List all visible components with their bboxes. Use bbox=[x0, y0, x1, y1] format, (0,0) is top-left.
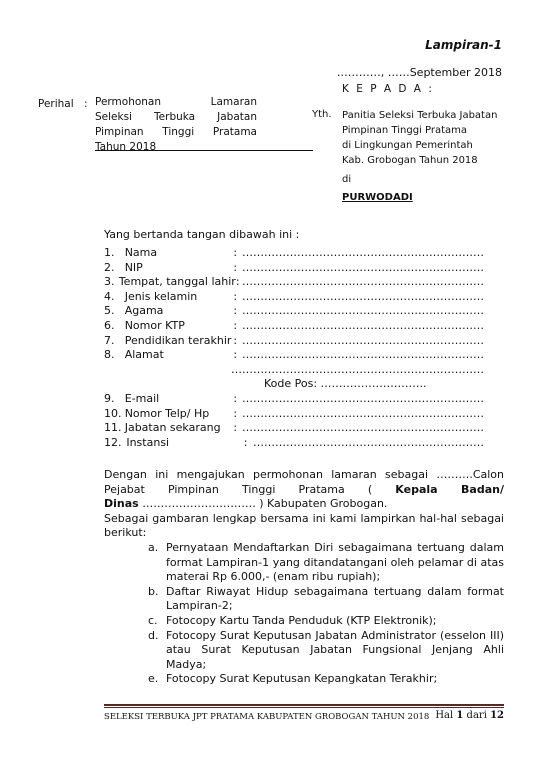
list-marker: b. bbox=[148, 584, 159, 598]
recipient-address bbox=[342, 108, 497, 168]
field-row-nip bbox=[104, 261, 484, 276]
field-blank[interactable]: ………………………………………………………… bbox=[242, 333, 484, 347]
subject-line-4: Tahun 2018 bbox=[95, 141, 157, 153]
field-sep: : bbox=[233, 260, 238, 274]
list-text: Pernyataan Mendaftarkan Diri sebagaimana tertuang dalam format Lampiran-1 yang ditandatangani oleh pelamar di atas materai Rp 6.000,- (enam ribu rupiah); bbox=[166, 541, 504, 584]
body-p1-line3-b: …………………………. ) Kabupaten Grobogan. bbox=[138, 497, 388, 511]
field-label bbox=[123, 363, 223, 378]
field-blank[interactable]: ………………………………………………………… bbox=[242, 391, 484, 405]
list-marker: e. bbox=[148, 672, 159, 686]
field-num: 1. bbox=[104, 246, 115, 259]
field-blank[interactable]: ………………………………………………………… bbox=[242, 246, 484, 259]
field-sep: : bbox=[233, 333, 238, 347]
field-row-agama bbox=[104, 304, 484, 319]
list-item bbox=[148, 541, 504, 585]
field-label: Nama bbox=[124, 246, 158, 259]
field-blank[interactable]: ………………………………………………………… bbox=[242, 289, 484, 303]
field-blank[interactable]: ………………………………………………………… bbox=[242, 275, 484, 289]
field-sep: : bbox=[233, 304, 238, 318]
body-p2-line1: Sebagai gambaran lengkap bersama ini kami lampirkan hal-hal sebagai bbox=[104, 511, 504, 525]
body-p1-line3 bbox=[104, 497, 504, 512]
list-text: Fotocopy Surat Keputusan Kepangkatan Terakhir; bbox=[166, 672, 438, 686]
field-num bbox=[104, 377, 128, 392]
field-sep: : bbox=[233, 406, 238, 420]
letter-date: …………, ……September 2018 bbox=[336, 66, 502, 79]
applicant-fields bbox=[104, 246, 484, 450]
recipient-city: PURWODADI bbox=[342, 192, 413, 203]
position-bold: Kepala Badan/ bbox=[395, 482, 504, 496]
field-label: E-mail bbox=[124, 391, 160, 405]
field-blank[interactable]: ……………………………………………………… bbox=[253, 435, 484, 449]
field-label bbox=[128, 377, 254, 392]
field-row-instansi bbox=[104, 436, 484, 451]
field-blank[interactable]: ………………………………………………………… bbox=[242, 304, 484, 318]
body-paragraphs bbox=[104, 468, 504, 541]
field-sep: : bbox=[233, 421, 238, 435]
field-num: 9. bbox=[104, 391, 115, 405]
field-blank[interactable]: ………………………………………………………… bbox=[242, 406, 484, 420]
field-num bbox=[104, 363, 123, 378]
subject-line-2: Seleksi Terbuka Jabatan bbox=[95, 111, 257, 123]
field-blank[interactable]: ………………………………………………………… bbox=[242, 318, 484, 332]
subject-line-1: Permohonan Lamaran bbox=[95, 96, 257, 108]
lampiran-label: Lampiran-1 bbox=[425, 38, 502, 52]
list-marker: c. bbox=[148, 613, 158, 627]
field-blank[interactable]: ………………………………………………………… bbox=[242, 348, 484, 362]
list-text: Fotocopy Surat Keputusan Jabatan Administrator (esselon III) atau Surat Keputusan Jabatan Fungsional Jenjang Ahli Madya; bbox=[166, 628, 504, 671]
field-label: Agama bbox=[124, 304, 164, 318]
field-label: NIP bbox=[124, 260, 143, 274]
field-sep: : bbox=[233, 246, 238, 259]
field-row-nama bbox=[104, 246, 484, 261]
dari-label: dari bbox=[466, 710, 487, 721]
field-num: 11. bbox=[104, 421, 122, 435]
list-marker: d. bbox=[148, 628, 159, 642]
attachment-list bbox=[148, 541, 504, 687]
field-sep: : bbox=[235, 275, 240, 289]
field-blank[interactable]: ………………………………………………………… bbox=[242, 421, 484, 435]
field-blank[interactable]: Kode Pos: ……………………….. bbox=[264, 377, 427, 391]
field-blank[interactable]: ………………………………………………………… bbox=[242, 260, 484, 274]
field-num: 2. bbox=[104, 260, 115, 274]
body-p1-line2-a: Pejabat Pimpinan Tinggi Pratama ( bbox=[104, 482, 373, 496]
field-row-alamat-cont bbox=[104, 363, 484, 378]
field-num: 4. bbox=[104, 289, 115, 303]
field-row-email bbox=[104, 392, 484, 407]
body-p2-line2: berikut: bbox=[104, 526, 147, 540]
dinas-bold: Dinas bbox=[104, 497, 139, 511]
hal-label: Hal bbox=[435, 710, 454, 721]
field-blank[interactable]: …………………………………………………………… bbox=[231, 362, 484, 376]
recipient-line-1: Panitia Seleksi Terbuka Jabatan bbox=[342, 110, 498, 121]
field-label: Tempat, tanggal lahir bbox=[118, 275, 236, 289]
field-sep: : bbox=[233, 318, 238, 332]
field-row-telp bbox=[104, 407, 484, 422]
field-label: Jenis kelamin bbox=[124, 289, 198, 303]
field-label: Instansi bbox=[126, 435, 170, 449]
subject-underline bbox=[95, 150, 313, 151]
field-sep: : bbox=[233, 348, 238, 362]
yth-label: Yth. bbox=[312, 109, 332, 120]
field-sep bbox=[223, 363, 231, 378]
perihal-label: Perihal bbox=[38, 98, 74, 110]
field-num: 7. bbox=[104, 333, 115, 347]
field-num: 8. bbox=[104, 348, 115, 362]
field-sep bbox=[254, 377, 264, 392]
field-num: 12. bbox=[104, 435, 122, 449]
total-pages: 12 bbox=[490, 710, 504, 721]
footer-rule bbox=[104, 704, 504, 706]
field-num: 6. bbox=[104, 318, 115, 332]
field-label: Nomor Telp/ Hp bbox=[124, 406, 210, 420]
list-text: Daftar Riwayat Hidup sebagaimana tertuang dalam format Lampiran-2; bbox=[166, 584, 504, 613]
field-sep: : bbox=[233, 391, 238, 405]
field-row-ttl bbox=[104, 275, 484, 290]
list-item bbox=[148, 629, 504, 673]
field-row-jabatan bbox=[104, 421, 484, 436]
field-row-alamat bbox=[104, 348, 484, 363]
field-num: 10. bbox=[104, 406, 122, 420]
perihal-subject bbox=[95, 95, 257, 155]
field-sep: : bbox=[243, 435, 248, 449]
list-item bbox=[148, 585, 504, 614]
field-row-kode-pos bbox=[104, 377, 484, 392]
list-marker: a. bbox=[148, 541, 159, 554]
field-label: Alamat bbox=[124, 348, 164, 362]
footer-rule-thin bbox=[104, 707, 504, 708]
list-text: Fotocopy Kartu Tanda Penduduk (KTP Elektronik); bbox=[166, 613, 437, 627]
current-page: 1 bbox=[456, 710, 464, 721]
field-label: Pendidikan terakhir bbox=[124, 333, 232, 347]
body-p1-line1: Dengan ini mengajukan permohonan lamaran sebagai ……….Calon bbox=[104, 468, 504, 481]
kepada-label: K E P A D A : bbox=[342, 83, 434, 95]
list-item bbox=[148, 672, 504, 687]
field-sep: : bbox=[233, 289, 238, 303]
field-row-jenis-kelamin bbox=[104, 290, 484, 305]
field-num: 5. bbox=[104, 304, 115, 318]
body-p1-line2 bbox=[104, 483, 504, 498]
subject-line-3: Pimpinan Tinggi Pratama bbox=[95, 126, 257, 138]
field-row-ktp bbox=[104, 319, 484, 334]
page-number bbox=[435, 710, 504, 721]
recipient-line-2: Pimpinan Tinggi Pratama bbox=[342, 125, 468, 136]
recipient-line-4: Kab. Grobogan Tahun 2018 bbox=[342, 155, 478, 166]
field-num: 3. bbox=[104, 275, 115, 289]
intro-text: Yang bertanda tangan dibawah ini : bbox=[104, 228, 300, 241]
di-label: di bbox=[342, 174, 352, 185]
field-label: Nomor KTP bbox=[124, 318, 185, 332]
footer-title: SELEKSI TERBUKA JPT PRATAMA KABUPATEN GROBOGAN TAHUN 2018 bbox=[104, 712, 430, 722]
perihal-colon: : bbox=[84, 98, 88, 110]
list-item bbox=[148, 614, 504, 629]
field-row-pendidikan bbox=[104, 334, 484, 349]
field-label: Jabatan sekarang bbox=[124, 421, 221, 435]
recipient-line-3: di Lingkungan Pemerintah bbox=[342, 140, 473, 151]
